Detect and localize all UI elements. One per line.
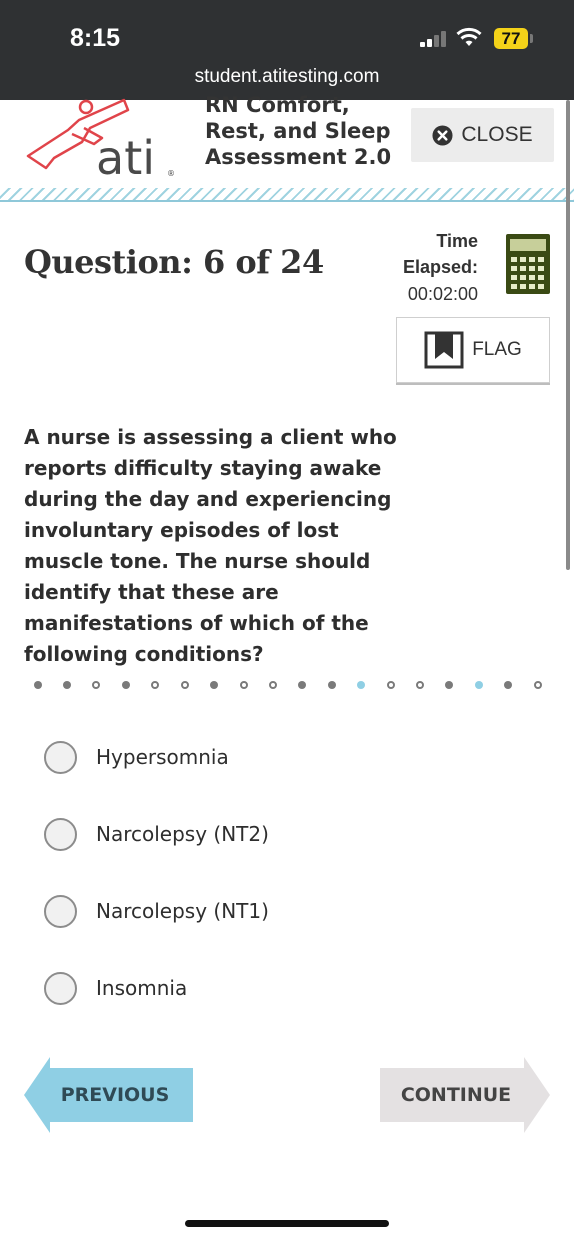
ati-logo xyxy=(24,98,175,185)
header-divider xyxy=(0,188,574,202)
cellular-signal-icon xyxy=(420,31,448,47)
answer-option[interactable] xyxy=(44,737,464,777)
previous-label: PREVIOUS xyxy=(60,1084,170,1106)
progress-dot xyxy=(210,681,218,689)
progress-dot xyxy=(504,681,512,689)
course-title-line: Assessment 2.0 xyxy=(205,145,392,169)
progress-dot xyxy=(240,681,248,689)
option-label: Insomnia xyxy=(96,976,188,1000)
progress-dot xyxy=(298,681,306,689)
progress-dot xyxy=(416,681,424,689)
progress-dot xyxy=(475,681,483,689)
progress-dot xyxy=(151,681,159,689)
answer-option[interactable] xyxy=(44,968,464,1008)
option-label: Hypersomnia xyxy=(96,745,229,769)
progress-dot xyxy=(269,681,277,689)
answer-option[interactable] xyxy=(44,814,464,854)
radio-button[interactable] xyxy=(44,972,77,1005)
course-title-line: Rest, and Sleep xyxy=(205,119,391,143)
flag-button[interactable] xyxy=(396,317,550,383)
home-indicator[interactable] xyxy=(185,1220,389,1227)
flag-label: FLAG xyxy=(472,339,522,360)
option-label: Narcolepsy (NT1) xyxy=(96,899,269,923)
time-label: Time xyxy=(436,231,478,251)
radio-button[interactable] xyxy=(44,741,77,774)
progress-dot xyxy=(181,681,189,689)
calculator-icon[interactable] xyxy=(506,234,550,294)
progress-dot xyxy=(328,681,336,689)
time-elapsed xyxy=(388,227,488,305)
wifi-icon xyxy=(456,26,482,48)
radio-button[interactable] xyxy=(44,818,77,851)
course-title xyxy=(205,92,405,170)
answer-option[interactable] xyxy=(44,891,464,931)
close-circle-icon xyxy=(432,125,453,146)
question-number: Question: 6 of 24 xyxy=(24,243,324,281)
continue-button[interactable] xyxy=(380,1057,550,1133)
address-bar-url[interactable]: student.atitesting.com xyxy=(194,66,380,87)
course-title-line: RN Comfort, xyxy=(205,93,350,117)
ati-logo-text: ati xyxy=(96,131,156,185)
progress-dot xyxy=(445,681,453,689)
previous-button[interactable] xyxy=(24,1057,194,1133)
question-progress-dots xyxy=(30,678,550,692)
battery-tip xyxy=(530,34,533,43)
progress-dot xyxy=(63,681,71,689)
option-label: Narcolepsy (NT2) xyxy=(96,822,269,846)
close-button[interactable] xyxy=(411,108,554,162)
battery-icon: 77 xyxy=(494,28,528,49)
time-elapsed-value: 00:02:00 xyxy=(407,284,478,304)
page-scrollbar[interactable] xyxy=(566,100,570,570)
progress-dot xyxy=(92,681,100,689)
elapsed-label: Elapsed: xyxy=(402,257,478,277)
question-stem: A nurse is assessing a client who reports difficulty staying awake during the day and experiencing involuntary episodes of lost muscle tone. The nurse should identify that these are manifestations of which of the following conditions? xyxy=(24,425,397,666)
progress-dot xyxy=(357,681,365,689)
continue-label: CONTINUE xyxy=(400,1084,512,1106)
clock-time: 8:15 xyxy=(70,24,121,52)
progress-dot xyxy=(34,681,42,689)
browser-status-bar xyxy=(0,0,574,100)
progress-dot xyxy=(534,681,542,689)
progress-dot xyxy=(122,681,130,689)
svg-text:®: ® xyxy=(167,169,175,178)
bookmark-flag-icon xyxy=(424,331,464,369)
progress-dot xyxy=(387,681,395,689)
radio-button[interactable] xyxy=(44,895,77,928)
close-label: CLOSE xyxy=(461,123,533,146)
